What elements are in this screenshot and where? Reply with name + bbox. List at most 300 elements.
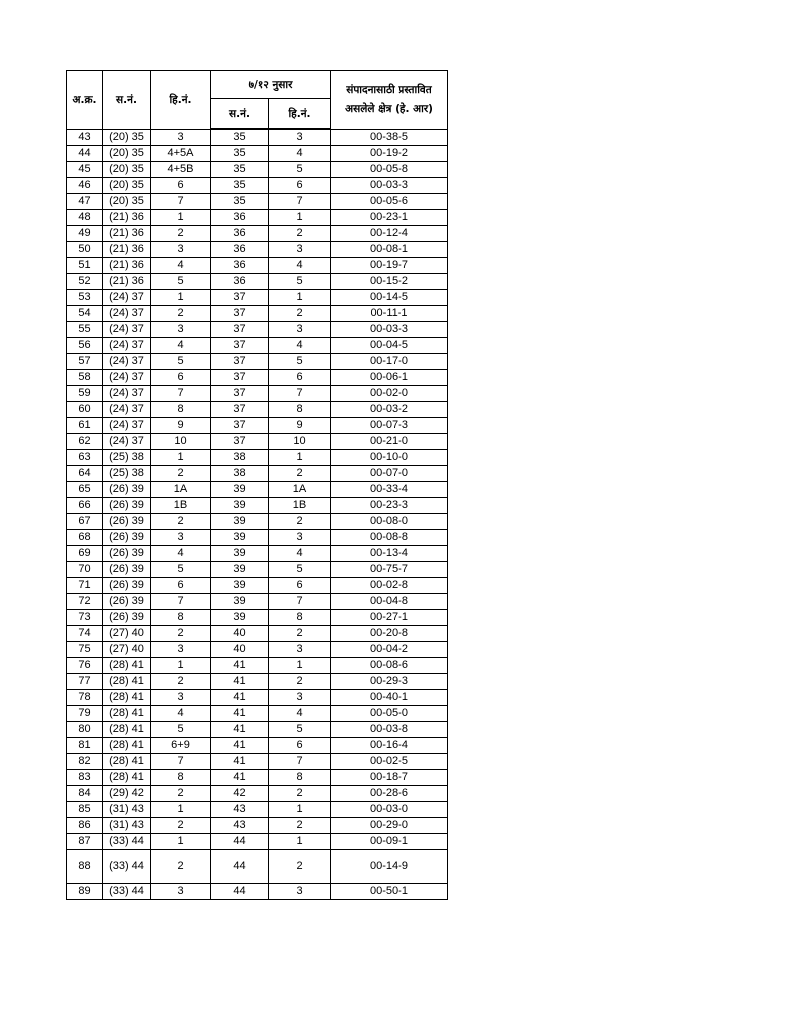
hissa-number-cell: 10 xyxy=(151,434,211,450)
hissa-number-712-cell: 3 xyxy=(269,322,331,338)
area-cell: 00-10-0 xyxy=(331,450,448,466)
table-row xyxy=(67,514,448,530)
hissa-number-712-cell: 2 xyxy=(269,626,331,642)
serial-number-cell: 89 xyxy=(67,884,103,900)
hissa-number-cell: 4 xyxy=(151,338,211,354)
table-row xyxy=(67,402,448,418)
survey-number-712-cell: 40 xyxy=(211,642,269,658)
hissa-number-cell: 4+5A xyxy=(151,146,211,162)
hissa-number-cell: 3 xyxy=(151,642,211,658)
serial-number-cell: 50 xyxy=(67,242,103,258)
hissa-number-cell: 6 xyxy=(151,370,211,386)
hissa-number-712-cell: 7 xyxy=(269,754,331,770)
area-cell: 00-05-0 xyxy=(331,706,448,722)
table-row xyxy=(67,129,448,146)
hissa-number-cell: 2 xyxy=(151,850,211,884)
serial-number-cell: 82 xyxy=(67,754,103,770)
hissa-number-cell: 5 xyxy=(151,722,211,738)
hissa-number-cell: 3 xyxy=(151,530,211,546)
hissa-number-712-cell: 7 xyxy=(269,386,331,402)
survey-number-cell: (24) 37 xyxy=(103,434,151,450)
survey-number-712-cell: 41 xyxy=(211,770,269,786)
hissa-number-712-cell: 5 xyxy=(269,354,331,370)
area-cell: 00-75-7 xyxy=(331,562,448,578)
area-cell: 00-23-1 xyxy=(331,210,448,226)
area-cell: 00-07-3 xyxy=(331,418,448,434)
survey-number-712-cell: 39 xyxy=(211,546,269,562)
hissa-number-712-cell: 10 xyxy=(269,434,331,450)
survey-number-712-cell: 40 xyxy=(211,626,269,642)
survey-number-712-cell: 38 xyxy=(211,450,269,466)
area-cell: 00-05-6 xyxy=(331,194,448,210)
hissa-number-cell: 4 xyxy=(151,546,211,562)
area-cell: 00-09-1 xyxy=(331,834,448,850)
hissa-number-cell: 3 xyxy=(151,322,211,338)
survey-number-cell: (24) 37 xyxy=(103,306,151,322)
area-cell: 00-04-5 xyxy=(331,338,448,354)
table-row xyxy=(67,338,448,354)
hissa-number-712-cell: 1B xyxy=(269,498,331,514)
survey-number-cell: (26) 39 xyxy=(103,546,151,562)
table-row xyxy=(67,210,448,226)
table-row xyxy=(67,178,448,194)
survey-number-cell: (21) 36 xyxy=(103,258,151,274)
area-cell: 00-02-8 xyxy=(331,578,448,594)
survey-number-cell: (28) 41 xyxy=(103,690,151,706)
header-hissa-number: हि.नं. xyxy=(151,71,211,130)
serial-number-cell: 69 xyxy=(67,546,103,562)
hissa-number-cell: 4+5B xyxy=(151,162,211,178)
serial-number-cell: 65 xyxy=(67,482,103,498)
hissa-number-712-cell: 6 xyxy=(269,370,331,386)
serial-number-cell: 74 xyxy=(67,626,103,642)
survey-number-cell: (28) 41 xyxy=(103,658,151,674)
survey-number-712-cell: 36 xyxy=(211,242,269,258)
hissa-number-cell: 2 xyxy=(151,226,211,242)
serial-number-cell: 77 xyxy=(67,674,103,690)
survey-number-712-cell: 37 xyxy=(211,338,269,354)
survey-number-712-cell: 37 xyxy=(211,370,269,386)
hissa-number-cell: 3 xyxy=(151,129,211,146)
table-row xyxy=(67,818,448,834)
hissa-number-cell: 9 xyxy=(151,418,211,434)
survey-number-712-cell: 39 xyxy=(211,594,269,610)
hissa-number-cell: 5 xyxy=(151,562,211,578)
table-header xyxy=(67,71,448,130)
survey-number-cell: (33) 44 xyxy=(103,834,151,850)
serial-number-cell: 47 xyxy=(67,194,103,210)
serial-number-cell: 80 xyxy=(67,722,103,738)
area-cell: 00-16-4 xyxy=(331,738,448,754)
header-survey-number: स.नं. xyxy=(103,71,151,130)
area-cell: 00-38-5 xyxy=(331,129,448,146)
hissa-number-cell: 2 xyxy=(151,626,211,642)
table-row xyxy=(67,884,448,900)
survey-number-712-cell: 39 xyxy=(211,530,269,546)
area-cell: 00-02-5 xyxy=(331,754,448,770)
hissa-number-cell: 8 xyxy=(151,770,211,786)
survey-number-712-cell: 35 xyxy=(211,146,269,162)
survey-number-712-cell: 41 xyxy=(211,658,269,674)
hissa-number-cell: 4 xyxy=(151,706,211,722)
serial-number-cell: 83 xyxy=(67,770,103,786)
survey-number-712-cell: 37 xyxy=(211,402,269,418)
header-712-hissa-number: हि.नं. xyxy=(269,99,331,130)
hissa-number-cell: 2 xyxy=(151,306,211,322)
area-cell: 00-15-2 xyxy=(331,274,448,290)
survey-number-cell: (33) 44 xyxy=(103,884,151,900)
table-row xyxy=(67,722,448,738)
hissa-number-712-cell: 7 xyxy=(269,194,331,210)
area-cell: 00-19-7 xyxy=(331,258,448,274)
serial-number-cell: 86 xyxy=(67,818,103,834)
table-row xyxy=(67,370,448,386)
serial-number-cell: 52 xyxy=(67,274,103,290)
hissa-number-712-cell: 1 xyxy=(269,450,331,466)
hissa-number-712-cell: 1 xyxy=(269,658,331,674)
serial-number-cell: 87 xyxy=(67,834,103,850)
table-row xyxy=(67,738,448,754)
survey-number-cell: (29) 42 xyxy=(103,786,151,802)
area-cell: 00-06-1 xyxy=(331,370,448,386)
hissa-number-712-cell: 2 xyxy=(269,786,331,802)
table-row xyxy=(67,386,448,402)
hissa-number-712-cell: 3 xyxy=(269,642,331,658)
area-cell: 00-20-8 xyxy=(331,626,448,642)
survey-number-712-cell: 38 xyxy=(211,466,269,482)
survey-number-712-cell: 37 xyxy=(211,322,269,338)
survey-number-712-cell: 37 xyxy=(211,306,269,322)
survey-number-cell: (31) 43 xyxy=(103,802,151,818)
table-row xyxy=(67,802,448,818)
serial-number-cell: 84 xyxy=(67,786,103,802)
survey-number-712-cell: 36 xyxy=(211,210,269,226)
survey-number-712-cell: 36 xyxy=(211,226,269,242)
hissa-number-cell: 1 xyxy=(151,802,211,818)
survey-number-712-cell: 37 xyxy=(211,418,269,434)
table-row xyxy=(67,850,448,884)
area-cell: 00-08-1 xyxy=(331,242,448,258)
survey-number-712-cell: 35 xyxy=(211,162,269,178)
header-712-survey-number: स.नं. xyxy=(211,99,269,130)
survey-number-cell: (26) 39 xyxy=(103,562,151,578)
survey-number-cell: (26) 39 xyxy=(103,514,151,530)
survey-number-712-cell: 35 xyxy=(211,129,269,146)
survey-number-cell: (27) 40 xyxy=(103,642,151,658)
survey-number-712-cell: 41 xyxy=(211,754,269,770)
table-row xyxy=(67,146,448,162)
serial-number-cell: 44 xyxy=(67,146,103,162)
hissa-number-712-cell: 5 xyxy=(269,722,331,738)
hissa-number-cell: 3 xyxy=(151,242,211,258)
serial-number-cell: 79 xyxy=(67,706,103,722)
table-row xyxy=(67,434,448,450)
area-cell: 00-05-8 xyxy=(331,162,448,178)
hissa-number-cell: 6+9 xyxy=(151,738,211,754)
survey-number-712-cell: 43 xyxy=(211,802,269,818)
serial-number-cell: 54 xyxy=(67,306,103,322)
survey-number-cell: (24) 37 xyxy=(103,322,151,338)
serial-number-cell: 78 xyxy=(67,690,103,706)
survey-number-712-cell: 41 xyxy=(211,706,269,722)
serial-number-cell: 60 xyxy=(67,402,103,418)
header-serial-number: अ.क्र. xyxy=(67,71,103,130)
survey-number-cell: (20) 35 xyxy=(103,162,151,178)
survey-number-712-cell: 39 xyxy=(211,482,269,498)
table-row xyxy=(67,354,448,370)
hissa-number-712-cell: 1 xyxy=(269,802,331,818)
hissa-number-cell: 5 xyxy=(151,274,211,290)
table-row xyxy=(67,706,448,722)
hissa-number-cell: 8 xyxy=(151,610,211,626)
table-row xyxy=(67,642,448,658)
hissa-number-cell: 1B xyxy=(151,498,211,514)
hissa-number-cell: 1A xyxy=(151,482,211,498)
serial-number-cell: 55 xyxy=(67,322,103,338)
area-cell: 00-40-1 xyxy=(331,690,448,706)
serial-number-cell: 48 xyxy=(67,210,103,226)
area-cell: 00-08-6 xyxy=(331,658,448,674)
serial-number-cell: 46 xyxy=(67,178,103,194)
hissa-number-712-cell: 7 xyxy=(269,594,331,610)
hissa-number-712-cell: 3 xyxy=(269,690,331,706)
area-cell: 00-33-4 xyxy=(331,482,448,498)
area-cell: 00-03-2 xyxy=(331,402,448,418)
hissa-number-cell: 2 xyxy=(151,786,211,802)
table-row xyxy=(67,274,448,290)
survey-number-712-cell: 39 xyxy=(211,514,269,530)
survey-number-712-cell: 44 xyxy=(211,834,269,850)
area-cell: 00-03-8 xyxy=(331,722,448,738)
survey-number-cell: (28) 41 xyxy=(103,770,151,786)
serial-number-cell: 56 xyxy=(67,338,103,354)
area-cell: 00-14-5 xyxy=(331,290,448,306)
hissa-number-712-cell: 3 xyxy=(269,129,331,146)
survey-number-712-cell: 44 xyxy=(211,884,269,900)
survey-number-712-cell: 35 xyxy=(211,194,269,210)
area-cell: 00-12-4 xyxy=(331,226,448,242)
hissa-number-712-cell: 2 xyxy=(269,306,331,322)
serial-number-cell: 88 xyxy=(67,850,103,884)
hissa-number-712-cell: 8 xyxy=(269,610,331,626)
survey-number-cell: (24) 37 xyxy=(103,338,151,354)
serial-number-cell: 59 xyxy=(67,386,103,402)
survey-number-712-cell: 37 xyxy=(211,386,269,402)
serial-number-cell: 66 xyxy=(67,498,103,514)
survey-number-712-cell: 39 xyxy=(211,578,269,594)
table-row xyxy=(67,658,448,674)
survey-number-cell: (28) 41 xyxy=(103,706,151,722)
serial-number-cell: 57 xyxy=(67,354,103,370)
table-row xyxy=(67,610,448,626)
table-row xyxy=(67,594,448,610)
serial-number-cell: 72 xyxy=(67,594,103,610)
hissa-number-712-cell: 4 xyxy=(269,706,331,722)
serial-number-cell: 45 xyxy=(67,162,103,178)
serial-number-cell: 61 xyxy=(67,418,103,434)
survey-number-cell: (25) 38 xyxy=(103,450,151,466)
survey-number-cell: (20) 35 xyxy=(103,129,151,146)
survey-number-712-cell: 37 xyxy=(211,290,269,306)
survey-number-cell: (20) 35 xyxy=(103,146,151,162)
survey-number-712-cell: 35 xyxy=(211,178,269,194)
area-cell: 00-03-3 xyxy=(331,322,448,338)
hissa-number-712-cell: 9 xyxy=(269,418,331,434)
table-row xyxy=(67,226,448,242)
table-row xyxy=(67,418,448,434)
hissa-number-cell: 1 xyxy=(151,210,211,226)
survey-number-cell: (28) 41 xyxy=(103,754,151,770)
survey-number-cell: (28) 41 xyxy=(103,722,151,738)
table-row xyxy=(67,258,448,274)
area-cell: 00-04-8 xyxy=(331,594,448,610)
header-proposed-acquisition-area: संपादनासाठी प्रस्तावित असलेले क्षेत्र (हे. आर) xyxy=(331,71,448,130)
survey-number-cell: (24) 37 xyxy=(103,402,151,418)
serial-number-cell: 62 xyxy=(67,434,103,450)
table-row xyxy=(67,690,448,706)
land-acquisition-table xyxy=(66,70,448,900)
area-cell: 00-08-8 xyxy=(331,530,448,546)
survey-number-712-cell: 41 xyxy=(211,690,269,706)
table-row xyxy=(67,450,448,466)
survey-number-712-cell: 39 xyxy=(211,610,269,626)
survey-number-cell: (20) 35 xyxy=(103,194,151,210)
table-row xyxy=(67,562,448,578)
survey-number-712-cell: 37 xyxy=(211,434,269,450)
hissa-number-712-cell: 5 xyxy=(269,562,331,578)
survey-number-cell: (24) 37 xyxy=(103,418,151,434)
hissa-number-712-cell: 4 xyxy=(269,546,331,562)
table-row xyxy=(67,466,448,482)
area-cell: 00-29-3 xyxy=(331,674,448,690)
table-row xyxy=(67,162,448,178)
hissa-number-712-cell: 2 xyxy=(269,818,331,834)
survey-number-cell: (21) 36 xyxy=(103,226,151,242)
survey-number-712-cell: 43 xyxy=(211,818,269,834)
survey-number-cell: (33) 44 xyxy=(103,850,151,884)
survey-number-cell: (24) 37 xyxy=(103,354,151,370)
hissa-number-cell: 1 xyxy=(151,450,211,466)
hissa-number-cell: 6 xyxy=(151,178,211,194)
hissa-number-712-cell: 1 xyxy=(269,210,331,226)
serial-number-cell: 85 xyxy=(67,802,103,818)
survey-number-cell: (26) 39 xyxy=(103,610,151,626)
area-cell: 00-17-0 xyxy=(331,354,448,370)
survey-number-cell: (27) 40 xyxy=(103,626,151,642)
survey-number-cell: (26) 39 xyxy=(103,578,151,594)
survey-number-cell: (21) 36 xyxy=(103,242,151,258)
table-row xyxy=(67,674,448,690)
serial-number-cell: 63 xyxy=(67,450,103,466)
hissa-number-cell: 7 xyxy=(151,386,211,402)
area-cell: 00-03-3 xyxy=(331,178,448,194)
hissa-number-712-cell: 1A xyxy=(269,482,331,498)
hissa-number-cell: 3 xyxy=(151,884,211,900)
survey-number-cell: (26) 39 xyxy=(103,482,151,498)
hissa-number-712-cell: 2 xyxy=(269,514,331,530)
table-row xyxy=(67,754,448,770)
hissa-number-712-cell: 2 xyxy=(269,466,331,482)
survey-number-712-cell: 41 xyxy=(211,722,269,738)
hissa-number-712-cell: 8 xyxy=(269,770,331,786)
hissa-number-712-cell: 3 xyxy=(269,242,331,258)
survey-number-712-cell: 36 xyxy=(211,258,269,274)
hissa-number-712-cell: 1 xyxy=(269,834,331,850)
table-row xyxy=(67,290,448,306)
table-row xyxy=(67,242,448,258)
survey-number-cell: (24) 37 xyxy=(103,290,151,306)
table-row xyxy=(67,530,448,546)
area-cell: 00-21-0 xyxy=(331,434,448,450)
survey-number-712-cell: 41 xyxy=(211,738,269,754)
hissa-number-cell: 3 xyxy=(151,690,211,706)
hissa-number-cell: 1 xyxy=(151,290,211,306)
table-row xyxy=(67,322,448,338)
hissa-number-712-cell: 5 xyxy=(269,162,331,178)
hissa-number-cell: 2 xyxy=(151,674,211,690)
survey-number-712-cell: 42 xyxy=(211,786,269,802)
area-cell: 00-14-9 xyxy=(331,850,448,884)
table-row xyxy=(67,498,448,514)
hissa-number-712-cell: 1 xyxy=(269,290,331,306)
survey-number-712-cell: 37 xyxy=(211,354,269,370)
hissa-number-712-cell: 4 xyxy=(269,258,331,274)
serial-number-cell: 51 xyxy=(67,258,103,274)
hissa-number-712-cell: 6 xyxy=(269,578,331,594)
hissa-number-712-cell: 4 xyxy=(269,146,331,162)
area-cell: 00-08-0 xyxy=(331,514,448,530)
header-as-per-712-group: ७/१२ नुसार xyxy=(211,71,331,99)
survey-number-cell: (28) 41 xyxy=(103,738,151,754)
hissa-number-cell: 7 xyxy=(151,754,211,770)
table-row xyxy=(67,194,448,210)
hissa-number-712-cell: 3 xyxy=(269,884,331,900)
hissa-number-cell: 8 xyxy=(151,402,211,418)
area-cell: 00-03-0 xyxy=(331,802,448,818)
area-cell: 00-23-3 xyxy=(331,498,448,514)
survey-number-712-cell: 41 xyxy=(211,674,269,690)
hissa-number-cell: 5 xyxy=(151,354,211,370)
survey-number-cell: (20) 35 xyxy=(103,178,151,194)
survey-number-cell: (26) 39 xyxy=(103,498,151,514)
serial-number-cell: 70 xyxy=(67,562,103,578)
area-cell: 00-29-0 xyxy=(331,818,448,834)
area-cell: 00-18-7 xyxy=(331,770,448,786)
survey-number-712-cell: 44 xyxy=(211,850,269,884)
survey-number-cell: (31) 43 xyxy=(103,818,151,834)
hissa-number-cell: 7 xyxy=(151,194,211,210)
area-cell: 00-28-6 xyxy=(331,786,448,802)
hissa-number-712-cell: 6 xyxy=(269,178,331,194)
table-row xyxy=(67,626,448,642)
survey-number-712-cell: 39 xyxy=(211,498,269,514)
hissa-number-712-cell: 2 xyxy=(269,674,331,690)
survey-number-cell: (24) 37 xyxy=(103,370,151,386)
serial-number-cell: 67 xyxy=(67,514,103,530)
area-cell: 00-04-2 xyxy=(331,642,448,658)
table-body xyxy=(67,129,448,900)
serial-number-cell: 81 xyxy=(67,738,103,754)
survey-number-cell: (26) 39 xyxy=(103,594,151,610)
serial-number-cell: 73 xyxy=(67,610,103,626)
survey-number-cell: (21) 36 xyxy=(103,210,151,226)
survey-number-cell: (21) 36 xyxy=(103,274,151,290)
serial-number-cell: 49 xyxy=(67,226,103,242)
serial-number-cell: 68 xyxy=(67,530,103,546)
survey-number-712-cell: 36 xyxy=(211,274,269,290)
area-cell: 00-19-2 xyxy=(331,146,448,162)
hissa-number-712-cell: 3 xyxy=(269,530,331,546)
